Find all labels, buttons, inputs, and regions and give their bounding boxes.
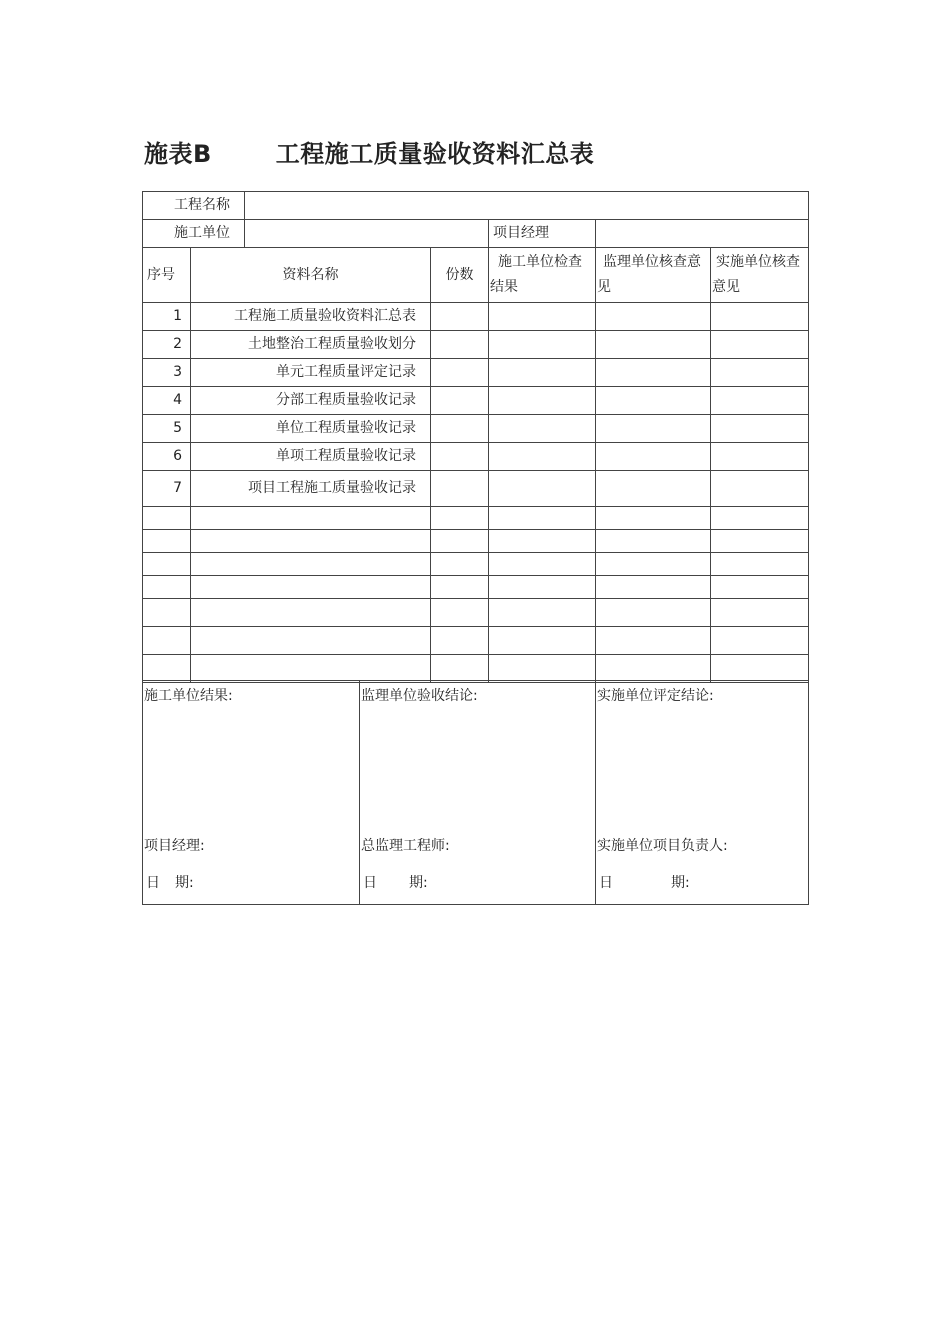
project-name-row <box>143 192 809 220</box>
col-seq: 序号 <box>143 248 191 303</box>
row-name: 工程施工质量验收资料汇总表 <box>191 303 431 331</box>
row-copies[interactable] <box>431 359 489 387</box>
row-construction-check[interactable] <box>489 387 596 415</box>
implementation-result-label: 实施单位评定结论: <box>597 688 714 704</box>
empty-cell[interactable] <box>711 507 809 530</box>
table-row <box>143 443 809 471</box>
row-name: 单元工程质量评定记录 <box>191 359 431 387</box>
row-name: 单位工程质量验收记录 <box>191 415 431 443</box>
col-copies: 份数 <box>431 248 489 303</box>
empty-row <box>143 553 809 576</box>
empty-cell[interactable] <box>431 655 489 683</box>
empty-cell[interactable] <box>711 655 809 683</box>
empty-cell[interactable] <box>596 576 711 599</box>
table-row <box>143 415 809 443</box>
empty-cell[interactable] <box>191 655 431 683</box>
row-seq: 6 <box>143 443 191 471</box>
empty-cell[interactable] <box>431 599 489 627</box>
empty-cell[interactable] <box>191 553 431 576</box>
row-seq: 4 <box>143 387 191 415</box>
empty-cell[interactable] <box>431 553 489 576</box>
empty-cell[interactable] <box>711 553 809 576</box>
row-copies[interactable] <box>431 331 489 359</box>
empty-cell[interactable] <box>431 576 489 599</box>
empty-cell[interactable] <box>143 655 191 683</box>
row-construction-check[interactable] <box>489 331 596 359</box>
col-construction-check-label: 施工单位检查结果 <box>490 254 582 295</box>
construction-result-label: 施工单位结果: <box>144 688 233 704</box>
construction-signoff-cell[interactable] <box>143 681 360 905</box>
supervision-signoff-cell[interactable] <box>360 681 596 905</box>
implementation-signoff-cell[interactable] <box>596 681 809 905</box>
table-row <box>143 471 809 507</box>
empty-cell[interactable] <box>596 530 711 553</box>
empty-cell[interactable] <box>143 599 191 627</box>
supervision-signer-label: 总监理工程师: <box>361 838 450 854</box>
row-copies[interactable] <box>431 415 489 443</box>
row-seq: 3 <box>143 359 191 387</box>
project-name-field[interactable] <box>245 192 809 220</box>
row-construction-check[interactable] <box>489 415 596 443</box>
row-construction-check[interactable] <box>489 303 596 331</box>
row-construction-check[interactable] <box>489 443 596 471</box>
row-name: 土地整治工程质量验收划分 <box>191 331 431 359</box>
row-implementation-check[interactable] <box>711 387 809 415</box>
row-copies[interactable] <box>431 387 489 415</box>
empty-cell[interactable] <box>431 530 489 553</box>
empty-cell[interactable] <box>191 627 431 655</box>
row-seq: 7 <box>143 471 191 507</box>
empty-cell[interactable] <box>489 530 596 553</box>
empty-cell[interactable] <box>596 599 711 627</box>
summary-table <box>142 191 809 683</box>
empty-cell[interactable] <box>143 627 191 655</box>
empty-cell[interactable] <box>711 599 809 627</box>
row-supervision-check[interactable] <box>596 415 711 443</box>
project-manager-label: 项目经理 <box>489 220 596 248</box>
empty-cell[interactable] <box>143 507 191 530</box>
empty-row <box>143 507 809 530</box>
col-implementation-check-label: 实施单位核查意见 <box>712 254 800 295</box>
row-supervision-check[interactable] <box>596 387 711 415</box>
empty-row <box>143 599 809 627</box>
construction-date-label-a: 日 <box>146 875 160 891</box>
empty-row <box>143 576 809 599</box>
supervision-date-label-a: 日 <box>363 875 377 891</box>
empty-cell[interactable] <box>191 530 431 553</box>
row-implementation-check[interactable] <box>711 359 809 387</box>
empty-cell[interactable] <box>431 627 489 655</box>
row-copies[interactable] <box>431 443 489 471</box>
row-copies[interactable] <box>431 303 489 331</box>
empty-cell[interactable] <box>711 576 809 599</box>
row-name: 项目工程施工质量验收记录 <box>191 471 431 507</box>
empty-cell[interactable] <box>489 599 596 627</box>
empty-row <box>143 530 809 553</box>
row-construction-check[interactable] <box>489 359 596 387</box>
empty-cell[interactable] <box>596 553 711 576</box>
page-title <box>144 134 594 169</box>
empty-cell[interactable] <box>191 576 431 599</box>
construction-unit-row <box>143 220 809 248</box>
col-supervision-check-label: 监理单位核查意见 <box>597 254 701 295</box>
empty-cell[interactable] <box>143 553 191 576</box>
empty-cell[interactable] <box>596 627 711 655</box>
empty-cell[interactable] <box>191 507 431 530</box>
project-manager-field[interactable] <box>596 220 809 248</box>
implementation-signer-label: 实施单位项目负责人: <box>597 838 728 854</box>
empty-cell[interactable] <box>489 553 596 576</box>
col-construction-check <box>489 248 596 303</box>
empty-cell[interactable] <box>489 576 596 599</box>
construction-date-label-b: 期: <box>175 875 194 891</box>
row-supervision-check[interactable] <box>596 331 711 359</box>
project-name-label: 工程名称 <box>143 192 245 220</box>
row-implementation-check[interactable] <box>711 443 809 471</box>
empty-cell[interactable] <box>191 599 431 627</box>
row-supervision-check[interactable] <box>596 359 711 387</box>
construction-signer-label: 项目经理: <box>144 838 205 854</box>
supervision-result-label: 监理单位验收结论: <box>361 688 478 704</box>
row-supervision-check[interactable] <box>596 443 711 471</box>
table-row <box>143 331 809 359</box>
empty-row <box>143 655 809 683</box>
row-implementation-check[interactable] <box>711 303 809 331</box>
row-implementation-check[interactable] <box>711 415 809 443</box>
empty-cell[interactable] <box>431 507 489 530</box>
empty-row <box>143 627 809 655</box>
table-row <box>143 387 809 415</box>
implementation-date-label-b: 期: <box>671 875 690 891</box>
col-name: 资料名称 <box>191 248 431 303</box>
implementation-date-label-a: 日 <box>599 875 613 891</box>
row-seq: 5 <box>143 415 191 443</box>
row-name: 分部工程质量验收记录 <box>191 387 431 415</box>
construction-unit-label: 施工单位 <box>143 220 245 248</box>
signoff-table <box>142 680 809 905</box>
row-construction-check[interactable] <box>489 471 596 507</box>
empty-cell[interactable] <box>143 576 191 599</box>
row-implementation-check[interactable] <box>711 471 809 507</box>
row-implementation-check[interactable] <box>711 331 809 359</box>
row-supervision-check[interactable] <box>596 303 711 331</box>
column-header-row <box>143 248 809 303</box>
form-title: 工程施工质量验收资料汇总表 <box>275 140 595 168</box>
construction-unit-field[interactable] <box>245 220 489 248</box>
table-row <box>143 303 809 331</box>
empty-cell[interactable] <box>711 627 809 655</box>
row-copies[interactable] <box>431 471 489 507</box>
empty-cell[interactable] <box>596 507 711 530</box>
row-seq: 2 <box>143 331 191 359</box>
empty-cell[interactable] <box>489 627 596 655</box>
row-supervision-check[interactable] <box>596 471 711 507</box>
row-seq: 1 <box>143 303 191 331</box>
empty-cell[interactable] <box>596 655 711 683</box>
table-row <box>143 359 809 387</box>
empty-cell[interactable] <box>711 530 809 553</box>
empty-cell[interactable] <box>489 507 596 530</box>
form-code: 施表B <box>144 140 212 168</box>
supervision-date-label-b: 期: <box>409 875 428 891</box>
col-supervision-check <box>596 248 711 303</box>
row-name: 单项工程质量验收记录 <box>191 443 431 471</box>
empty-cell[interactable] <box>143 530 191 553</box>
col-implementation-check <box>711 248 809 303</box>
empty-cell[interactable] <box>489 655 596 683</box>
